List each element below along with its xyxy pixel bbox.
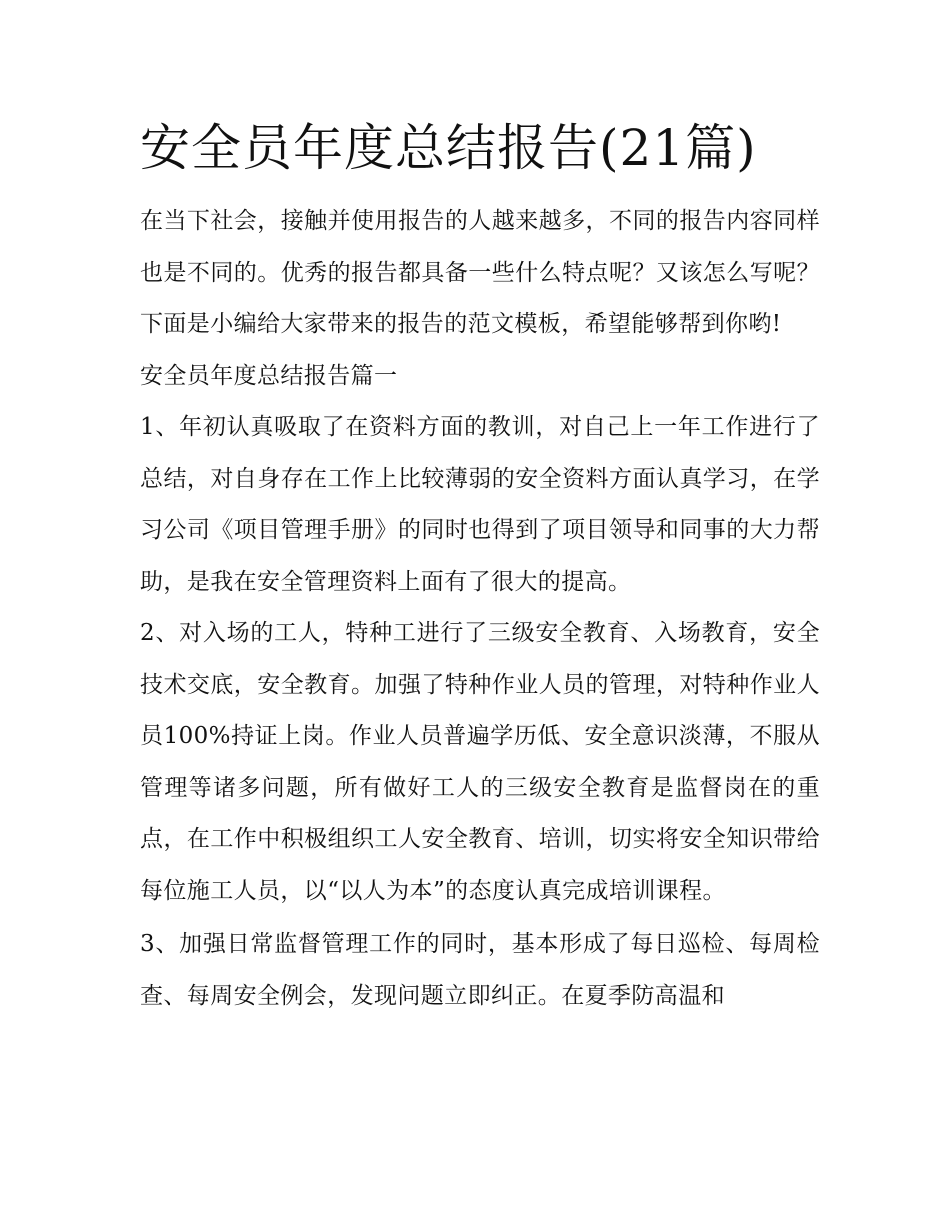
intro-paragraph: 在当下社会，接触并使用报告的人越来越多，不同的报告内容同样也是不同的。优秀的报告都具备一些什么特点呢？又该怎么写呢？下面是小编给大家带来的报告的范文模板，希望能够帮到你哟! [140, 208, 820, 337]
document-page [140, 110, 820, 1022]
paragraph-item-2: 2、对入场的工人，特种工进行了三级安全教育、入场教育，安全技术交底，安全教育。加强了特种作业人员的管理，对特种作业人员100%持证上岗。作业人员普遍学历低、安全意识淡薄，不服从管理等诸多问题，所有做好工人的三级安全教育是监督岗在的重点，在工作中积极组织工人安全教育、培训，切实将安全知识带给每位施工人员，以“以人为本”的态度认真完成培训课程。 [140, 620, 820, 904]
paragraph-item-3: 3、加强日常监督管理工作的同时，基本形成了每日巡检、每周检查、每周安全例会，发现问题立即纠正。在夏季防高温和 [140, 931, 820, 1009]
section-heading: 安全员年度总结报告篇一 [140, 362, 398, 389]
paragraph-item-1: 1、年初认真吸取了在资料方面的教训，对自己上一年工作进行了总结，对自身存在工作上比较薄弱的安全资料方面认真学习，在学习公司《项目管理手册》的同时也得到了项目领导和同事的大力帮助，是我在安全管理资料上面有了很大的提高。 [140, 414, 820, 595]
document-title: 安全员年度总结报告(21篇) [140, 119, 757, 177]
